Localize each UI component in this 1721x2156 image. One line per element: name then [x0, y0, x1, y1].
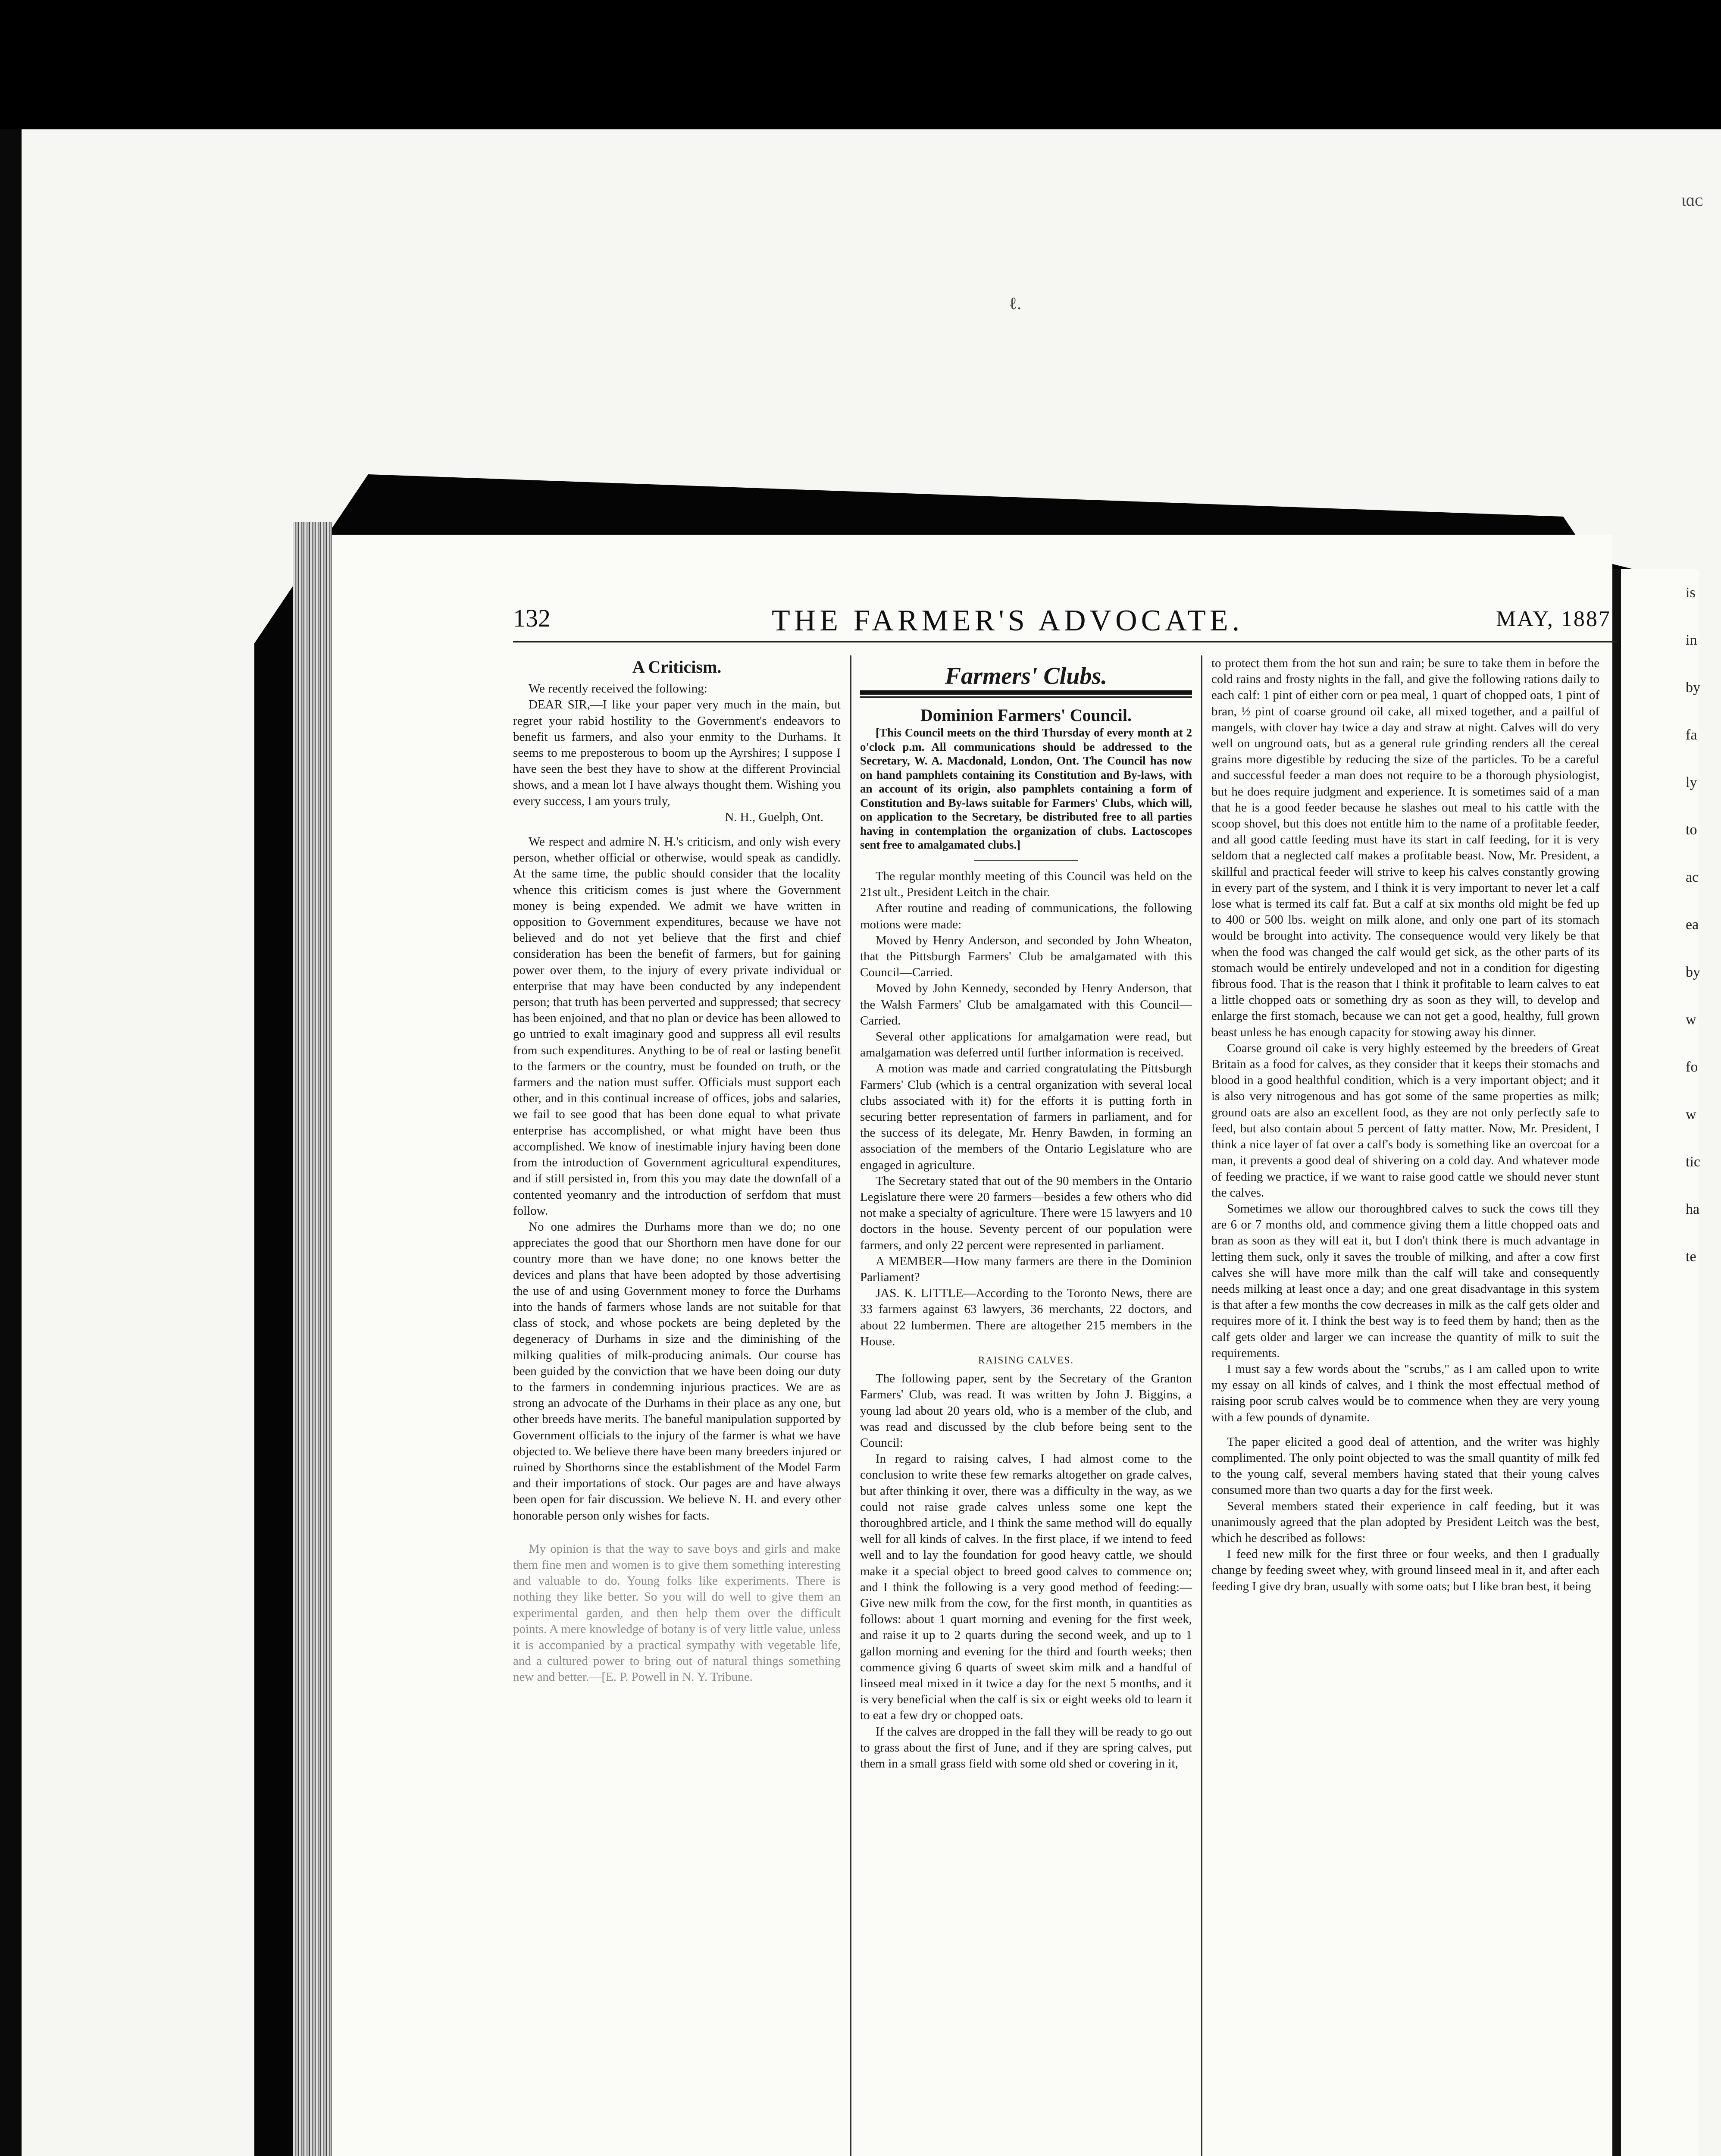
section-rule	[860, 690, 1192, 695]
paragraph: to protect them from the hot sun and rain; be sure to take them in before the cold rains and frosty nights in the fall, and give the following rations daily to each calf: 1 pint of either corn or pea meal, 1 quart of chopped oats, 1 pint of bran, ½ pint of coarse ground oil cake, all mixed together, and a pailful of mangels, with clover hay twice a day and straw at night. Calves will do very well on unground oats, but as a general rule grinding renders all the cereal grains more digestible by reducing the size of the particles. To be a careful and successful feeder a man does not require to be a thorough physiologist, but he does require judgment and experience. It is sometimes said of a man that he is a good feeder because he slashes out meal to his cattle with the scoop shovel, but this does not entitle him to the name of a profitable feeder, and all good cattle feeding must have its start in calf feeding, for it is very seldom that a neglected calf makes a profitable beast. Now, Mr. President, a skillful and practical feeder will strive to keep his calves constantly growing in every part of the system, and I think it is very important to never let a calf lose what is termed its calf fat. But a calf at six months old might be fed up to 400 or 500 lbs. weight on milk alone, and only one part of its stomach would be brought into activity. The consequence would very likely be that when the food was changed the calf would get sick, as the other parts of its stomach would be entirely undeveloped and not in a condition for digesting fibrous food. That is the reason that I think it profitable to learn calves to eat a little chopped oats or something dry as soon as they will, to develop and enlarge the first stomach, because we can not get a good, healthy, full grown beast unless he has enough capacity for stowing away his dinner.	[1211, 656, 1599, 1039]
paragraph: Coarse ground oil cake is very highly esteemed by the breeders of Great Britain as a food for calves, as they consider that it keeps their stomachs and blood in a good healthful condition, which is a very important object; and it is also very nitrogenous and has got some of the same properties as milk; ground oats are also an excellent food, as they are not only perfectly safe to feed, but also contain about 5 percent of fatty matter. Now, Mr. President, I think a nice layer of fat over a calf's body is something like an overcoat for a man, it prevents a good deal of shivering on a cold day. And whatever mode of feeding we practice, if we want to raise good cattle we should never stunt the calves.	[1211, 1041, 1599, 1200]
divider	[974, 860, 1078, 861]
column-rule	[1201, 655, 1202, 2156]
film-top-border	[0, 0, 1721, 129]
paragraph: My opinion is that the way to save boys and girls and make them fine men and women is to give them something interesting and valuable to do. Young folks like experiments. There is nothing they like better. So you will do well to give them an experimental garden, and then help them over the difficult points. A mere knowledge of botany is of very little value, unless it is accompanied by a practical sympathy with vegetable life, and a cultured power to bring out of natural things something new and better.—[E. P. Powell in N. Y. Tribune.	[513, 1542, 841, 1684]
stray-mark-top-center: ℓ.	[1009, 294, 1022, 313]
paragraph: Sometimes we allow our thoroughbred calves to suck the cows till they are 6 or 7 months old, and commence giving them a little chopped oats and bran as soon as they will eat it, but I don't think there is much advantage in letting them suck, only it saves the trouble of milking, and after a cow first calves she will have more milk than the calf will take and consequently needs milking at least once a day; and one great disadvantage in this system is that after a few months the cow decreases in milk as the calf gets older and requires more of it. I think the best way is to feed them by hand; then as the calf gets older and larger we can increase the quantity of milk to suit the requirements.	[1211, 1201, 1599, 1360]
letter-signature: N. H., Guelph, Ont.	[725, 810, 823, 824]
paragraph: Several other applications for amalgamation were read, but amalgamation was deferred until further information is received.	[860, 1029, 1192, 1060]
header-rule	[513, 641, 1617, 642]
paragraph: The following paper, sent by the Secretary of the Granton Farmers' Club, was read. It was written by John J. Biggins, a young lad about 20 years old, who is a member of the club, and was read and discussed by the club before being sent to the Council:	[860, 1372, 1192, 1450]
page-header	[513, 604, 1617, 638]
paragraph: I feed new milk for the first three or four weeks, and then I gradually change by feeding sweet whey, with ground linseed meal in it, and after each feeding I give dry bran, usually with some oats; but I like bran best, it being	[1211, 1547, 1599, 1593]
masthead: THE FARMER'S ADVOCATE.	[772, 604, 1244, 637]
paragraph: The regular monthly meeting of this Council was held on the 21st ult., President Leitch in the chair.	[860, 869, 1192, 899]
article-title: Dominion Farmers' Council.	[920, 705, 1132, 725]
paragraph: A MEMBER—How many farmers are there in the Dominion Parliament?	[860, 1254, 1192, 1284]
paragraph: We recently received the following:	[529, 682, 707, 696]
article-title: A Criticism.	[632, 657, 722, 677]
column-rule	[850, 655, 851, 2156]
column-farmers-clubs	[860, 655, 1192, 2156]
gutter-bar	[1612, 569, 1621, 2156]
right-page-fragment-text: ly	[1686, 774, 1697, 790]
right-page-fragment-text: w	[1686, 1106, 1696, 1122]
paragraph: Moved by Henry Anderson, and seconded by John Wheaton, that the Pittsburgh Farmers' Club be amalgamated with this Council—Carried.	[860, 933, 1192, 980]
right-page-fragment-text: te	[1686, 1249, 1696, 1265]
right-page-fragment-text: to	[1686, 822, 1697, 838]
right-page-fragment-text: ea	[1686, 917, 1699, 933]
paragraph: Moved by John Kennedy, seconded by Henry Anderson, that the Walsh Farmers' Club be amalgamated with this Council—Carried.	[860, 981, 1192, 1028]
paragraph: The Secretary stated that out of the 90 members in the Ontario Legislature there were 20 farmers—besides a few others who did not make a specialty of agriculture. There were 15 lawyers and 10 doctors in the house. Seventy percent of our population were farmers, and only 22 percent were represented in parliament.	[860, 1174, 1192, 1252]
column-criticism	[513, 655, 841, 2156]
paragraph: In regard to raising calves, I had almost come to the conclusion to write these few remarks altogether on grade calves, but after thinking it over, there was a difficulty in the way, as we could not raise grade calves unless some one kept the thoroughbred article, and I think the same method will do equally well for all kinds of calves. In the first place, if we intend to feed well and to lay the foundation for good heavy cattle, we should make it a special object to breed good calves to commence on; and I think the following is a very good method of feeding:—Give new milk from the cow, for the first month, in quantities as follows: about 1 quart morning and evening for the first week, and raise it up to 2 quarts during the second week, and up to 1 gallon morning and evening for the third and fourth weeks; then commence giving 6 quarts of sweet skim milk and a handful of linseed meal mixed in it twice a day for the next 5 months, and it is very beneficial when the calf is six or eight weeks old to learn it to eat a few dry or chopped oats.	[860, 1452, 1192, 1723]
paragraph: A motion was made and carried congratulating the Pittsburgh Farmers' Club (which is a central organization with several local clubs associated with it) for the efforts it is putting forth in securing better representation of farmers in parliament, and for the success of its delegate, Mr. Henry Bawden, in forming an association of the members of the Ontario Legislature who are engaged in agriculture.	[860, 1062, 1192, 1172]
letter-text: DEAR SIR,—I like your paper very much in the main, but regret your rabid hostility to the Government's endeavors to benefit us farmers, and also your enmity to the Durhams. It seems to me preposterous to boom up the Ayrshires; I suppose I have seen the best they have to show at the different Provincial shows, and a mean lot I have always thought them. Wishing you every success, I am yours truly,	[513, 698, 841, 808]
right-page-fragment-text: ac	[1686, 869, 1699, 885]
paragraph: Several members stated their experience in calf feeding, but it was unanimously agreed that the plan adopted by President Leitch was the best, which he described as follows:	[1211, 1499, 1599, 1545]
right-page-fragment-text: tic	[1686, 1154, 1700, 1170]
paragraph: JAS. K. LITTLE—According to the Toronto News, there are 33 farmers against 63 lawyers, 36 merchants, 22 doctors, and about 22 lumbermen. There are altogether 215 members in the House.	[860, 1286, 1192, 1348]
paragraph: After routine and reading of communications, the following motions were made:	[860, 901, 1192, 931]
paragraph: No one admires the Durhams more than we do; no one appreciates the good that our Shorthorn men have done for our country more than we have done; no one knows better the devices and plans that have been adopted by those advertising the use of and using Government money to force the Durhams into the hands of farmers whose lands are not suitable for that class of stock, and whose pockets are being depleted by the degeneracy of Durhams in size and the diminishing of the milking qualities of milk-producing animals. Our course has been guided by the conviction that we have been doing our duty to the farmers in condemning injurious practices. We are as strong an advocate of the Durhams in their place as any one, but other breeds have merits. The baneful manipulation supported by Government officials to the injury of the farmer is what we have objected to. We believe there have been many breeders injured or ruined by Shorthorns since the establishment of the Model Farm and their importations of stock. Our pages are and have always been open for fair discussion. We believe N. H. and every other honorable person only wishes for facts.	[513, 1219, 841, 1523]
right-page-fragment-text: fa	[1686, 727, 1697, 743]
page-number: 132	[513, 604, 551, 632]
page-edges	[293, 522, 332, 2156]
right-page-fragment-text: is	[1686, 585, 1696, 601]
right-page-fragment-text: in	[1686, 632, 1697, 648]
paragraph: If the calves are dropped in the fall they will be ready to go out to grass about the first of June, and if they are spring calves, put them in a small grass field with some old shed or covering in it,	[860, 1724, 1192, 1771]
stray-mark-top-right: ιɑᴄ	[1681, 190, 1703, 210]
film-left-strip	[0, 129, 22, 2156]
column-raising-calves-cont	[1211, 655, 1599, 2156]
paragraph: The paper elicited a good deal of attention, and the writer was highly complimented. The only point objected to was the small quantity of milk fed to the young calf, several members having stated that their young calves consumed more than two quarts a day for the first week.	[1211, 1435, 1599, 1497]
right-page-fragment-text: fo	[1686, 1059, 1698, 1075]
council-notice: [This Council meets on the third Thursday of every month at 2 o'clock p.m. All communications should be addressed to the Secretary, W. A. Macdonald, London, Ont. The Council has now on hand pamphlets containing its Constitution and By-laws, with an account of its origin, also pamphlets containing a form of Constitution and By-laws suitable for Farmers' Clubs, which will, on application to the Secretary, be distributed free to all parties having in contemplation the organization of clubs. Lactoscopes sent free to amalgamated clubs.]	[860, 726, 1192, 852]
right-page-fragment-text: by	[1686, 680, 1700, 696]
right-page-fragment-text: ha	[1686, 1201, 1700, 1217]
paragraph: We respect and admire N. H.'s criticism, and only wish every person, whether official or otherwise, would speak as candidly. At the same time, the public should consider that the locality whence this criticism comes is just where the Government money is being expended. We admit we have written in opposition to Government expenditures, because we have not believed and do not yet believe that the first and chief consideration has been the benefit of farmers, but for gaining power over them, to the injury of every private individual or enterprise that may have been conducted by any independent person; that truth has been perverted and suppressed; that secrecy has been enjoined, and that no plan or device has been allowed to go untried to exalt imaginary good and suppress all evil results from such expenditures. Anything to be of real or lasting benefit to the farmers or the country, must be founded on truth, or the farmers and the nation must suffer. Officials must support each other, and in this continual increase of offices, jobs and salaries, we fail to see good that has been done equal to what private enterprise has accomplished, or what might have been thus accomplished. We know of inestimable injury having been done from the introduction of Government agricultural expenditures, and if still persisted in, from this you may date the downfall of a contented yeomanry and the introduction of serfdom that must follow.	[513, 835, 841, 1218]
section-title: Farmers' Clubs.	[945, 663, 1108, 689]
right-page-fragment	[1621, 569, 1699, 2156]
subheading: RAISING CALVES.	[978, 1355, 1074, 1366]
right-page-fragment-text: by	[1686, 964, 1700, 980]
issue-date: MAY, 1887	[1496, 607, 1611, 631]
paragraph: I must say a few words about the "scrubs," as I am called upon to write my essay on all kinds of calves, and I think the most effectual method of raising poor scrub calves would be to commence when they are very young with a few pounds of dynamite.	[1211, 1362, 1599, 1424]
right-page-fragment-text: w	[1686, 1012, 1696, 1028]
section-rule	[860, 696, 1192, 698]
